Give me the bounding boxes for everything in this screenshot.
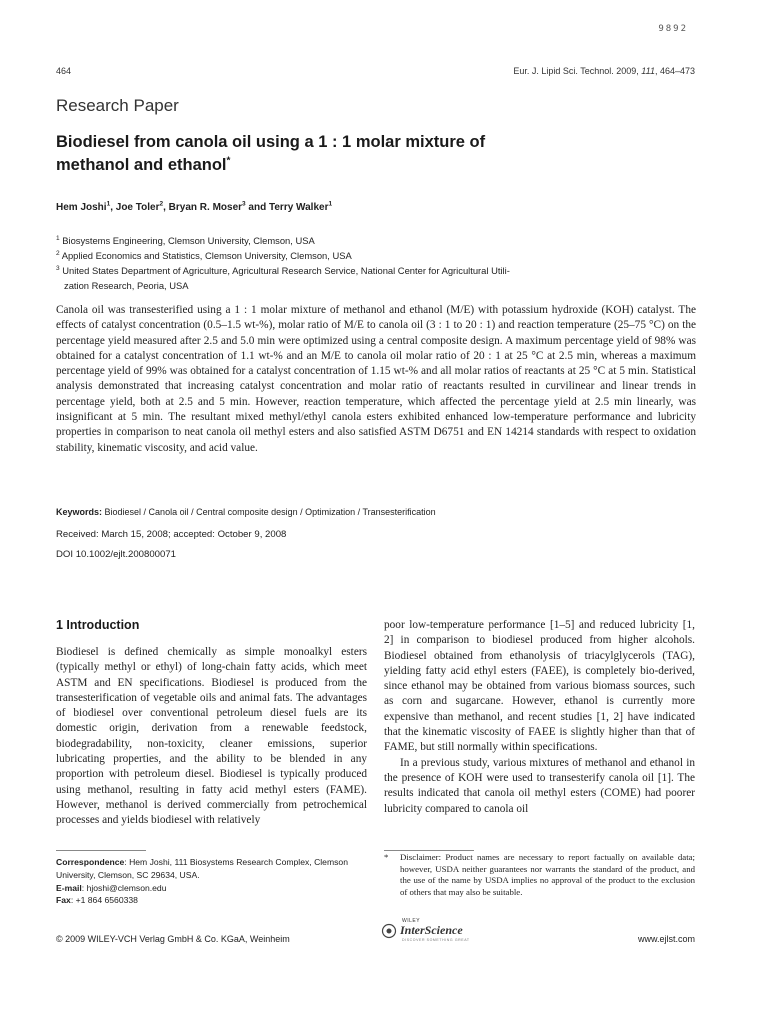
- author-list: Hem Joshi$^1$, Joe Toler$^2$, Bryan R. Moser$^3$ and Terry Walker$^1$: [56, 200, 333, 213]
- author: Bryan R. Moser: [168, 202, 243, 213]
- disclaimer-footnote: * Disclaimer: Product names are necessary to report factually on available data; however, USDA neither guarantees nor warrants the standard of the product, and the use of the name by USDA implies no approval of the product to the exclusion of others that may also be suitable.: [384, 852, 695, 897]
- author: Terry Walker: [269, 202, 329, 213]
- logo-publisher: WILEY: [402, 918, 421, 924]
- document-id: 9892: [658, 24, 688, 34]
- journal-website-link[interactable]: www.ejlst.com: [637, 934, 695, 944]
- copyright: © 2009 WILEY-VCH Verlag GmbH & Co. KGaA, Weinheim: [56, 934, 290, 944]
- footnote-rule: [56, 850, 146, 851]
- correspondence: Correspondence: Hem Joshi, 111 Biosystems Research Complex, Clemson University, Clemson, SC 29634, USA. E-mail: hjoshi@clemson.edu Fax: +1 864 6560338: [56, 857, 348, 906]
- article-title: [56, 131, 696, 177]
- journal-citation: Eur. J. Lipid Sci. Technol. 2009, 111, 464–473: [513, 66, 695, 76]
- section-heading-introduction: 1 Introduction: [56, 618, 140, 632]
- paragraph: Biodiesel is defined chemically as simple monoalkyl esters (typically methyl or ethyl) of long-chain fatty acids, which meet ASTM and EN specifications. Biodiesel is produced from the transesterification of vegetable oils and animal fats. The advantages of biodiesel over conventional petroleum diesel fuels are its domestic origin, derivation from a renewable feedstock, biodegradability, non-toxicity, cleaner emissions, superior lubricating properties, and the ability to be blended in any proportion with petroleum diesel. Biodiesel is typically produced using methanol, resulting in fatty acid methyl esters (FAME). However, methanol is derived commercially from petrochemical processes and yields biodiesel with relatively: [56, 646, 367, 827]
- author: Hem Joshi: [56, 202, 107, 213]
- affiliation: $^1$ Biosystems Engineering, Clemson University, Clemson, USA: [56, 234, 315, 246]
- received-dates: Received: March 15, 2008; accepted: October 9, 2008: [56, 529, 287, 540]
- body-column-right: [384, 618, 695, 817]
- footnote-mark: *: [384, 852, 389, 862]
- abstract: Canola oil was transesterified using a 1 : 1 molar mixture of methanol and ethanol (M/E) with potassium hydroxide (KOH) catalyst. The effects of catalyst concentration (0.5–1.5 wt-%), molar ratio of M/E to canola oil (3 : 1 to 20 : 1) and reaction temperature (25–75 °C) on the percentage yield measured after 2.5 and 5.0 min were optimized using a central composite design. A maximum percentage yield of 98% was obtained for a catalyst concentration of 1.1 wt-% and an M/E to canola oil molar ratio of 20 : 1 at 25 °C at 2.5 min, whereas a maximum percentage yield of 99% was obtained for a catalyst concentration of 1.15 wt-% and all molar ratios of reactants at 25 °C at 5 min. Statistical analysis demonstrated that increasing catalyst concentration and molar ratio of reactants resulted in curvilinear and linear trends in percentage yield, both at 2.5 and 5 min. However, reaction temperature, which affected the percentage yield at 2.5 min linearly, was insignificant at 5 min. The resultant mixed methyl/ethyl canola esters exhibited enhanced low-temperature performance and lubricity properties in comparison to neat canola oil methyl esters and also satisfied ASTM D6751 and EN 14214 standards with respect to oxidation stability, kinematic viscosity, and acid value.: [56, 304, 696, 454]
- affiliations: [56, 233, 696, 293]
- author: Joe Toler: [115, 202, 160, 213]
- affiliation-continuation: zation Research, Peoria, USA: [64, 280, 189, 291]
- keywords: Keywords: Biodiesel / Canola oil / Central composite design / Optimization / Transesterification: [56, 507, 436, 517]
- logo-brand: InterScience: [400, 923, 463, 937]
- paragraph: poor low-temperature performance [1–5] and reduced lubricity [1, 2] in comparison to biodiesel produced from higher alcohols. Biodiesel obtained from ethanolysis of triacylglycerols (TAG), yielding fatty acid ethyl esters (FAEE), is completely bio-derived, since ethanol may be obtained from various biomass sources, such as corn and sugarcane. However, ethanol is currently more expensive than methanol, and recent studies [1, 2] have indicated that the kinematic viscosity of FAEE is slightly higher than that of FAME, but still normally within specifications.: [384, 619, 695, 754]
- wiley-interscience-logo: [380, 918, 500, 944]
- logo-tagline: DISCOVER SOMETHING GREAT: [402, 938, 470, 942]
- doi: DOI 10.1002/ejlt.200800071: [56, 549, 177, 560]
- article-type: Research Paper: [56, 96, 179, 115]
- email-link[interactable]: : hjoshi@clemson.edu: [81, 882, 167, 893]
- journal-volume: 111: [641, 66, 655, 76]
- title-line-1: Biodiesel from canola oil using a 1 : 1 molar mixture of: [56, 133, 486, 151]
- affiliation: $^2$ Applied Economics and Statistics, Clemson University, Clemson, USA: [56, 249, 352, 261]
- page-number: 464: [56, 66, 72, 76]
- body-column-left: [56, 645, 367, 829]
- title-line-2: methanol and ethanol: [56, 156, 227, 174]
- title-footnote-mark: *: [226, 155, 231, 167]
- affiliation: $^3$ United States Department of Agriculture, Agricultural Research Service, National Center for Agricultural Utili-: [56, 264, 510, 276]
- paragraph: In a previous study, various mixtures of methanol and ethanol in the presence of KOH were used to transesterify canola oil [1]. The results indicated that canola oil methyl esters (COME) had poorer lubricity compared to canola oil: [384, 756, 695, 815]
- footnote-rule: [384, 850, 474, 851]
